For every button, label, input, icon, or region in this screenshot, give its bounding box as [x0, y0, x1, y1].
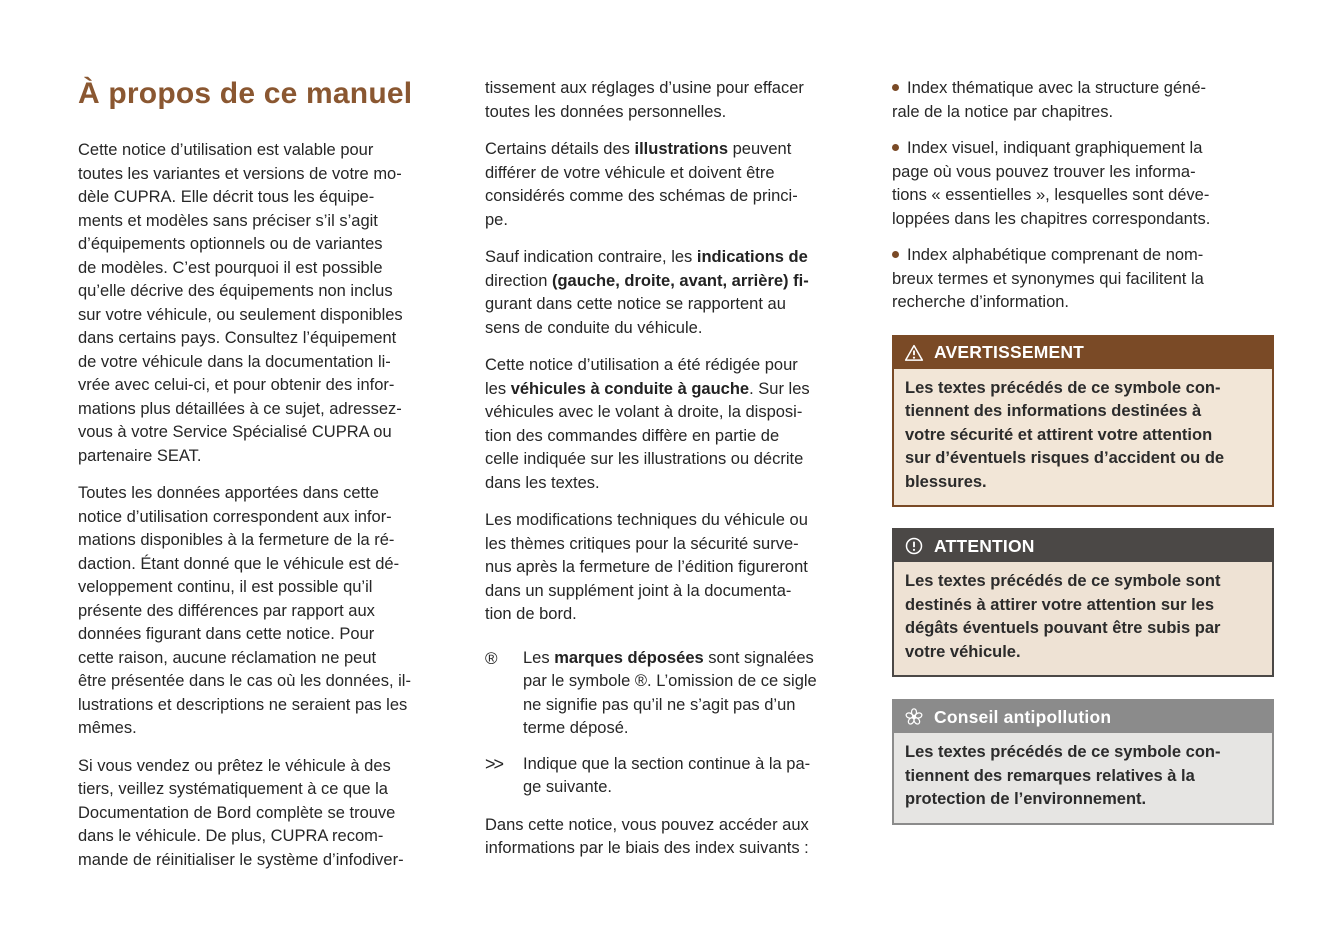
- list-item-text: Les marques déposées sont signalées par le symbole ®. L’omission de ce sigle ne signifie pas qu’il ne s’agit pas d’un terme déposé.: [523, 648, 817, 737]
- continuation-chevrons-icon: >>: [485, 753, 503, 774]
- caution-box: [892, 528, 1274, 677]
- paragraph: tissement aux réglages d’usine pour effacer toutes les données personnelles.: [485, 79, 804, 121]
- column-2: [485, 74, 869, 886]
- list-item: [485, 647, 869, 741]
- warning-box: [892, 335, 1274, 508]
- bullet-icon: [892, 84, 899, 91]
- paragraph: Toutes les données apportées dans cette notice d’utilisation correspondent aux infor- mations disponibles à la fermeture de la ré- daction. Étant donné que le véhicule est dé- veloppement continu, il est possible qu’il présente des différences par rapport aux données figurant dans cette notice. Pour cette raison, aucune réclamation ne peut être présentée dans le cas où les données, il- lustrations et descriptions ne seraient pas les mêmes.: [78, 484, 411, 737]
- list-item: [485, 753, 869, 800]
- paragraph: Cette notice d’utilisation a été rédigée pour les véhicules à conduite à gauche. Sur les véhicules avec le volant à droite, la disposi- tion des commandes diffère en partie de celle indiquée sur les illustrations ou décrite dans les textes.: [485, 356, 810, 492]
- paragraph: Certains détails des illustrations peuvent différer de votre véhicule et doivent être considérés comme des schémas de princi- pe.: [485, 140, 798, 229]
- paragraph: Cette notice d’utilisation est valable pour toutes les variantes et versions de votre mo- dèle CUPRA. Elle décrit tous les équipe- ments et modèles sans préciser s’il s’agit d’équipements optionnels ou de variantes de modèles. C’est pourquoi il est possible qu’elle décrive des équipements non inclus sur votre véhicule, ou seulement disponibles dans certains pays. Consultez l’équipement de votre véhicule dans la documentation li- vrée avec celui-ci, et pour obtenir des infor- mations plus détaillées à ce sujet, adressez- vous à votre Service Spécialisé CUPRA ou partenaire SEAT.: [78, 141, 403, 465]
- bullet-icon: [892, 251, 899, 258]
- list-item-text: Index thématique avec la structure géné- rale de la notice par chapitres.: [892, 79, 1207, 121]
- caution-box-title: ATTENTION: [934, 535, 1035, 556]
- exclamation-circle-icon: [904, 536, 924, 556]
- eco-tip-box-header: [894, 701, 1272, 733]
- caution-box-text: Les textes précédés de ce symbole sont destinés à attirer votre attention sur les dégâts éventuels pouvant être subis par votre véhicule.: [894, 562, 1272, 675]
- symbol-legend-list: [485, 647, 869, 800]
- list-item-text: Index visuel, indiquant graphiquement la page où vous pouvez trouver les informa- tions « essentielles », lesquelles sont déve- loppées dans les chapitres correspondants.: [892, 139, 1211, 228]
- eco-tip-box-title: Conseil antipollution: [934, 706, 1112, 727]
- list-item-text: Indique que la section continue à la pa- ge suivante.: [523, 754, 811, 796]
- eco-tip-box: [892, 699, 1274, 825]
- warning-box-header: [894, 337, 1272, 369]
- page-title: À propos de ce manuel: [78, 77, 413, 110]
- flower-icon: [904, 707, 924, 727]
- warning-box-title: AVERTISSEMENT: [934, 342, 1085, 362]
- registered-trademark-icon: ®: [485, 648, 498, 668]
- warning-triangle-icon: [904, 343, 924, 363]
- paragraph: Dans cette notice, vous pouvez accéder aux informations par le biais des index suivants :: [485, 815, 809, 857]
- warning-box-text: Les textes précédés de ce symbole con- tiennent des informations destinées à votre sécurité et attirent votre attention sur d’éventuels risques d’accident ou de blessures.: [894, 369, 1272, 506]
- list-item: [892, 77, 1276, 124]
- list-item: [892, 137, 1276, 231]
- bullet-icon: [892, 144, 899, 151]
- paragraph: Sauf indication contraire, les indications de direction (gauche, droite, avant, arrière) fi- gurant dans cette notice se rapportent au sens de conduite du véhicule.: [485, 248, 809, 337]
- caution-box-header: [894, 530, 1272, 562]
- eco-tip-box-text: Les textes précédés de ce symbole con- tiennent des remarques relatives à la protection de l’environnement.: [894, 733, 1272, 823]
- list-item: [892, 244, 1276, 315]
- column-3: [892, 77, 1276, 886]
- list-item-text: Index alphabétique comprenant de nom- breux termes et synonymes qui facilitent la recherche d’information.: [892, 246, 1204, 311]
- paragraph: Les modifications techniques du véhicule ou les thèmes critiques pour la sécurité surve- nus après la fermeture de l’édition figureront dans un supplément joint à la documenta- tion de bord.: [485, 511, 808, 623]
- paragraph: Si vous vendez ou prêtez le véhicule à des tiers, veillez systématiquement à ce que la Documentation de Bord complète se trouve dans le véhicule. De plus, CUPRA recom- mande de réinitialiser le système d’infodiver-: [78, 756, 404, 869]
- column-1: [78, 74, 462, 886]
